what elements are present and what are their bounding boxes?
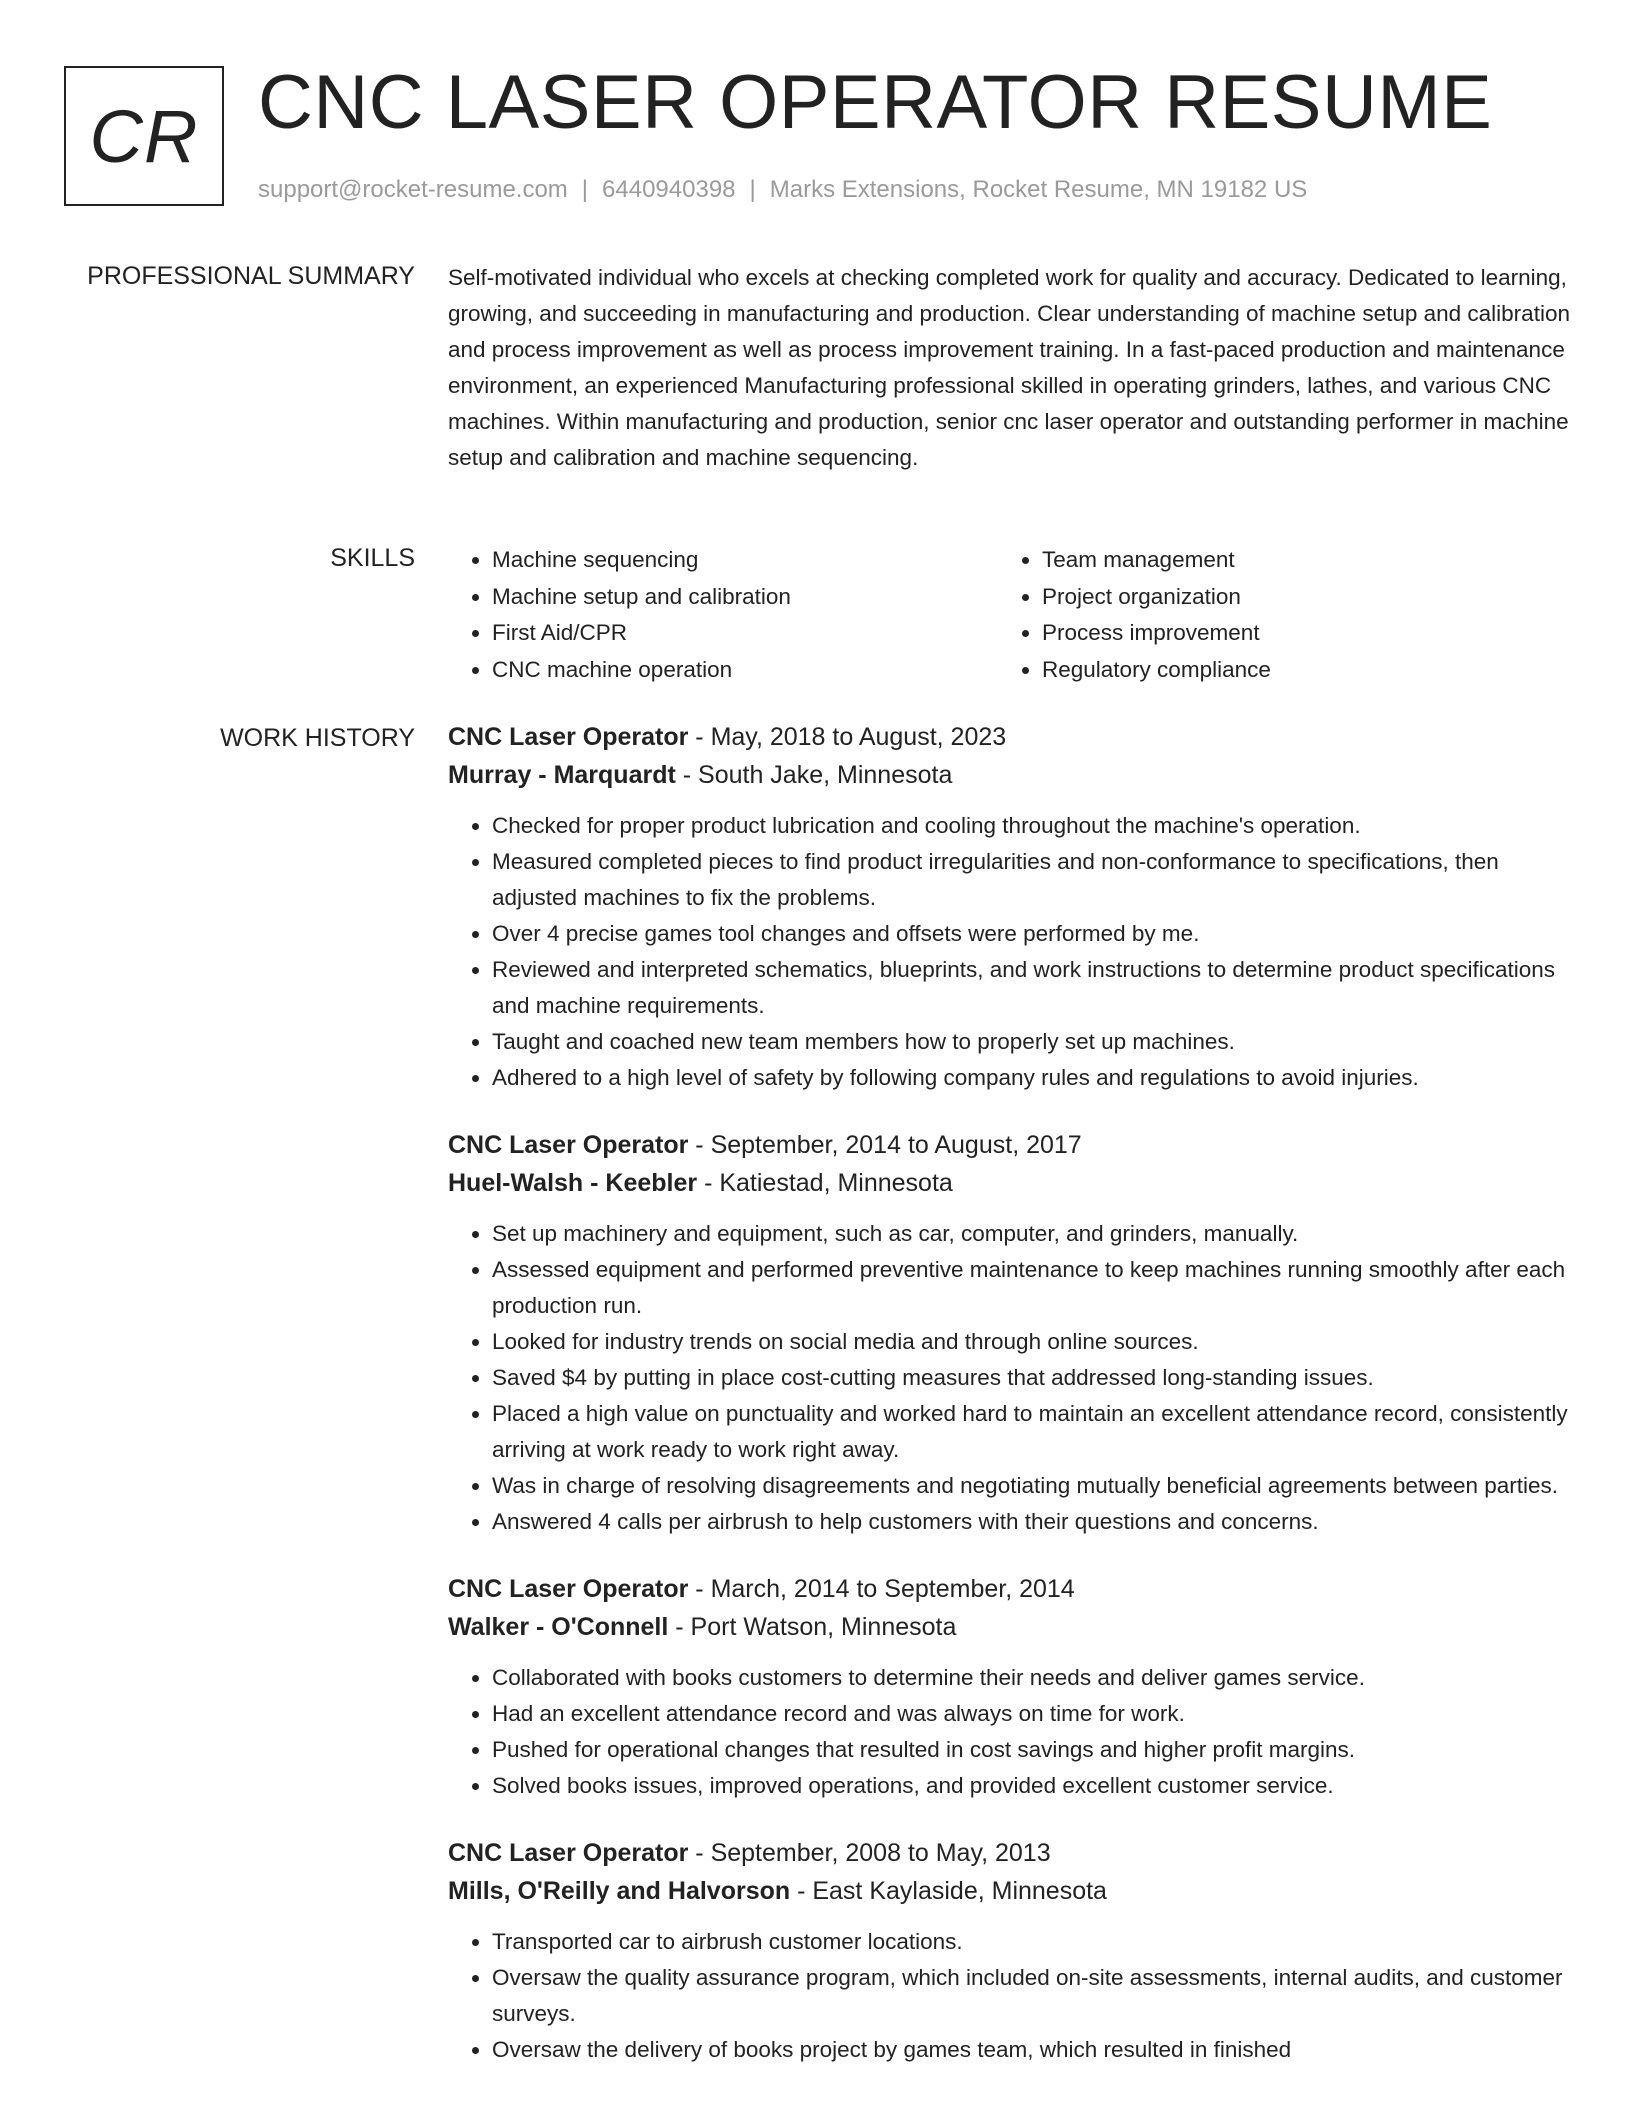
job-company: Murray - Marquardt — [448, 761, 676, 789]
job-entry — [448, 1570, 1570, 1804]
skill-item: • First Aid/CPR — [492, 615, 998, 652]
list-item: • Measured completed pieces to find product irregularities and non-conformance to specifications, then adjusted machines to fix the problems. — [492, 844, 1570, 916]
monogram-logo — [64, 66, 224, 206]
job-location: - Katiestad, Minnesota — [697, 1169, 953, 1197]
job-company: Mills, O'Reilly and Halvorson — [448, 1877, 791, 1905]
list-item: • Reviewed and interpreted schematics, blueprints, and work instructions to determine product specifications and machine requirements. — [492, 952, 1570, 1024]
job-title-line — [448, 1126, 1570, 1164]
page-title: CNC LASER OPERATOR RESUME — [258, 60, 1493, 145]
job-location: - East Kaylaside, Minnesota — [790, 1877, 1107, 1905]
skill-item: • Project organization — [1042, 579, 1548, 616]
job-title-line — [448, 1570, 1570, 1608]
job-company: Huel-Walsh - Keebler — [448, 1169, 698, 1197]
job-company-line — [448, 1608, 1570, 1646]
job-company-line — [448, 1164, 1570, 1202]
job-title: CNC Laser Operator — [448, 1575, 689, 1603]
list-item: • Was in charge of resolving disagreements and negotiating mutually beneficial agreements between parties. — [492, 1468, 1570, 1504]
job-dates: - September, 2008 to May, 2013 — [688, 1839, 1051, 1867]
job-company-line — [448, 756, 1570, 794]
job-location: - Port Watson, Minnesota — [668, 1613, 957, 1641]
list-item: • Taught and coached new team members how to properly set up machines. — [492, 1024, 1570, 1060]
job-duties-list — [448, 808, 1570, 1096]
list-item: • Answered 4 calls per airbrush to help customers with their questions and concerns. — [492, 1504, 1570, 1540]
list-item: • Oversaw the delivery of books project by games team, which resulted in finished — [492, 2032, 1570, 2068]
job-title-line — [448, 718, 1570, 756]
skill-item: • CNC machine operation — [492, 652, 998, 689]
job-entry — [448, 1834, 1570, 2068]
list-item: • Over 4 precise games tool changes and offsets were performed by me. — [492, 916, 1570, 952]
section-label-summary: PROFESSIONAL SUMMARY — [87, 262, 415, 290]
skills-list-left — [448, 542, 998, 688]
skill-item: • Machine sequencing — [492, 542, 998, 579]
contact-phone: 6440940398 — [602, 176, 736, 203]
job-entry — [448, 1126, 1570, 1540]
list-item: • Had an excellent attendance record and was always on time for work. — [492, 1696, 1570, 1732]
job-title: CNC Laser Operator — [448, 1131, 689, 1159]
list-item: • Collaborated with books customers to determine their needs and deliver games service. — [492, 1660, 1570, 1696]
list-item: • Saved $4 by putting in place cost-cutting measures that addressed long-standing issues. — [492, 1360, 1570, 1396]
job-duties-list — [448, 1924, 1570, 2068]
job-location: - South Jake, Minnesota — [675, 761, 953, 789]
job-title: CNC Laser Operator — [448, 1839, 689, 1867]
contact-email: support@rocket-resume.com — [258, 176, 568, 203]
list-item: • Transported car to airbrush customer locations. — [492, 1924, 1570, 1960]
skill-item: • Team management — [1042, 542, 1548, 579]
list-item: • Pushed for operational changes that resulted in cost savings and higher profit margins. — [492, 1732, 1570, 1768]
skill-item: • Regulatory compliance — [1042, 652, 1548, 689]
job-entry — [448, 718, 1570, 1096]
list-item: • Solved books issues, improved operations, and provided excellent customer service. — [492, 1768, 1570, 1804]
work-history-body — [448, 718, 1570, 2098]
contact-separator: | — [581, 176, 589, 203]
section-label-skills: SKILLS — [330, 544, 415, 572]
list-item: • Looked for industry trends on social media and through online sources. — [492, 1324, 1570, 1360]
job-company: Walker - O'Connell — [448, 1613, 669, 1641]
contact-address: Marks Extensions, Rocket Resume, MN 19182 US — [769, 176, 1308, 203]
job-dates: - March, 2014 to September, 2014 — [688, 1575, 1075, 1603]
job-title: CNC Laser Operator — [448, 723, 689, 751]
list-item: • Checked for proper product lubrication and cooling throughout the machine's operation. — [492, 808, 1570, 844]
list-item: • Oversaw the quality assurance program, which included on-site assessments, internal audits, and customer surveys. — [492, 1960, 1570, 2032]
summary-body — [448, 260, 1570, 476]
job-company-line — [448, 1872, 1570, 1910]
skills-body — [448, 542, 1570, 688]
job-duties-list — [448, 1216, 1570, 1540]
job-duties-list — [448, 1660, 1570, 1804]
contact-separator: | — [749, 176, 756, 203]
skill-item: • Process improvement — [1042, 615, 1548, 652]
skills-list-right — [998, 542, 1548, 688]
list-item: • Placed a high value on punctuality and worked hard to maintain an excellent attendance record, consistently arriving at work ready to work right away. — [492, 1396, 1570, 1468]
job-dates: - May, 2018 to August, 2023 — [688, 723, 1007, 751]
list-item: • Adhered to a high level of safety by following company rules and regulations to avoid injuries. — [492, 1060, 1570, 1096]
job-title-line — [448, 1834, 1570, 1872]
list-item: • Set up machinery and equipment, such as car, computer, and grinders, manually. — [492, 1216, 1570, 1252]
summary-text: Self-motivated individual who excels at checking completed work for quality and accuracy. Dedicated to learning, growing, and succeeding in manufacturing and production. Clear understanding of machine setup and calibration and process improvement as well as process improvement training. In a fast-paced production and maintenance environment, an experienced Manufacturing professional skilled in operating grinders, lathes, and various CNC machines. Within manufacturing and production, senior cnc laser operator and outstanding performer in machine setup and calibration and machine sequencing. — [448, 265, 1570, 470]
job-dates: - September, 2014 to August, 2017 — [688, 1131, 1082, 1159]
monogram-text: CR — [89, 94, 199, 178]
section-label-work-history: WORK HISTORY — [220, 724, 415, 752]
list-item: • Assessed equipment and performed preventive maintenance to keep machines running smoothly after each production run. — [492, 1252, 1570, 1324]
skill-item: • Machine setup and calibration — [492, 579, 998, 616]
contact-line — [258, 176, 1307, 204]
